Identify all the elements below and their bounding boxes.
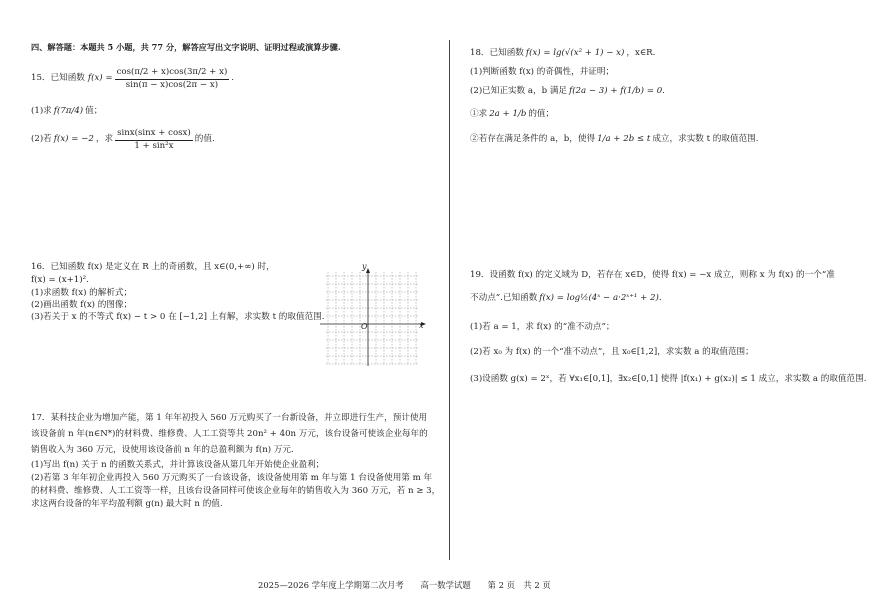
q15-part2 [31, 128, 215, 152]
q18-line2: (1)判断函数 f(x) 的奇偶性，并证明； [470, 67, 615, 77]
q15-part2-condition: f(x) = −2 [53, 134, 94, 145]
q17-line1: 17．某科技企业为增加产能，第 1 年年初投入 560 万元购买了一台新设备，并立即进行生产，预计使用 [31, 413, 428, 423]
q18-part2-prefix: (2)已知正实数 a，b 满足 [470, 86, 568, 96]
q17-line5: (2)若第 3 年年初企业再投入 560 万元购买了一台该设备，该设备使用第 m 年与第 1 台设备使用第 m 年 [31, 473, 433, 483]
q19-line1: 19．设函数 f(x) 的定义域为 D，若存在 x∈D，使得 f(x) = −x 成立，则称 x 为 f(x) 的一个“准 [470, 270, 835, 280]
q19-line3: (1)若 a = 1，求 f(x) 的“准不动点”； [470, 322, 615, 332]
column-divider [449, 40, 450, 560]
grid-y-label: y [362, 262, 367, 271]
q17-line6: 的材料费、维修费、人工工资等一样，且该台设备同样可使该企业每年的销售收入为 360 万元，若 n ≥ 3， [31, 486, 441, 496]
q18-sub2-inequality: 1/a + 2b ≤ t [597, 134, 651, 144]
q15-numerator: cos(π/2 + x)cos(3π/2 + x) [115, 67, 230, 80]
q18-sub2-suffix: 成立，求实数 t 的取值范围. [652, 134, 759, 144]
q18-line3 [470, 86, 665, 98]
q15-part2-fraction [115, 128, 193, 152]
q15-lead: 15．已知函数 [31, 73, 85, 84]
q18-function: f(x) = lg(√(x² + 1) − x) [525, 48, 625, 58]
q18-lead: 18．已知函数 [470, 48, 524, 58]
q18-domain: ，x∈R. [626, 48, 656, 58]
q15-part2-denominator: 1 + sin²x [134, 140, 174, 151]
page-footer: 2025—2026 学年度上学期第二次月考 高一数学试题 第 2 页 共 2 页 [258, 580, 551, 590]
q16-line3: (1)求函数 f(x) 的解析式； [31, 288, 133, 298]
q15-denominator: sin(π − x)cos(2π − x) [125, 79, 219, 90]
grid-x-label: x [419, 321, 424, 330]
q17-line7: 求这两台设备的年平均盈利额 g(n) 最大时 n 的值. [31, 499, 223, 509]
q16-line5: (3)若关于 x 的不等式 f(x) − t > 0 在 [−1,2] 上有解，求实数 t 的取值范围. [31, 312, 325, 322]
q15-fraction [115, 67, 230, 91]
q16-line4: (2)画出函数 f(x) 的图像； [31, 300, 133, 310]
q18-line4 [470, 109, 554, 121]
q15-part2-suffix: 的值. [194, 134, 215, 145]
grid-svg [318, 266, 428, 366]
q17-line3: 销售收入为 360 万元，设使用该设备前 n 年的总盈利额为 f(n) 万元. [31, 445, 294, 455]
q15-fx: f(x) = [87, 73, 113, 84]
q17-line2: 该设备前 n 年(n∈N*)的材料费、维修费、人工工资等共 20n² + 40n 万元，该台设备可使该企业每年的 [31, 429, 428, 439]
q15-part1-prefix: (1)求 [31, 106, 52, 116]
q15-tail: . [231, 73, 235, 84]
q18-line1 [470, 48, 655, 60]
q15-part2-numerator: sinx(sinx + cosx) [115, 128, 193, 141]
q15-part1-expression: f(7π/4) [53, 106, 84, 116]
q18-part2-condition: f(2a − 3) + f(1/b) = 0. [569, 86, 665, 96]
q19-function: f(x) = log½(4ˣ − a·2ˣ⁺¹ + 2). [539, 293, 662, 303]
q16-line2: f(x) = (x+1)². [31, 275, 89, 285]
q19-line4: (2)若 x₀ 为 f(x) 的一个“准不动点”，且 x₀∈[1,2]，求实数 a 的取值范围； [470, 347, 754, 357]
q19-line2 [470, 293, 662, 305]
q18-sub1-suffix: 的值； [528, 109, 555, 119]
q17-line4: (1)写出 f(n) 关于 n 的函数关系式，并计算该设备从第几年开始使企业盈利； [31, 460, 325, 470]
q19-line5: (3)设函数 g(x) = 2ˣ，若 ∀x₁∈[0,1]，∃x₂∈[0,1] 使得 |f(x₁) + g(x₂)| ≤ 1 成立，求实数 a 的取值范围. [470, 374, 867, 384]
q18-sub2-prefix: ②若存在满足条件的 a，b，使得 [470, 134, 596, 144]
q18-sub1-prefix: ①求 [470, 109, 488, 119]
section-heading: 四、解答题：本题共 5 小题，共 77 分，解答应写出文字说明、证明过程或演算步骤. [31, 42, 341, 52]
q18-line5 [470, 134, 759, 146]
q15-part2-ask: ，求 [95, 134, 114, 145]
q15-part1-suffix: 值； [85, 106, 103, 116]
q15-part1 [31, 106, 102, 118]
grid-origin-label: O [361, 322, 368, 331]
q15-statement [31, 67, 234, 91]
q16-coordinate-grid [318, 262, 428, 366]
q16-line1: 16．已知函数 f(x) 是定义在 R 上的奇函数，且 x∈(0,+∞) 时， [31, 262, 275, 272]
q15-part2-prefix: (2)若 [31, 134, 52, 145]
q18-sub1-expression: 2a + 1/b [489, 109, 527, 119]
q19-line2-prefix: 不动点”.已知函数 [470, 293, 538, 303]
